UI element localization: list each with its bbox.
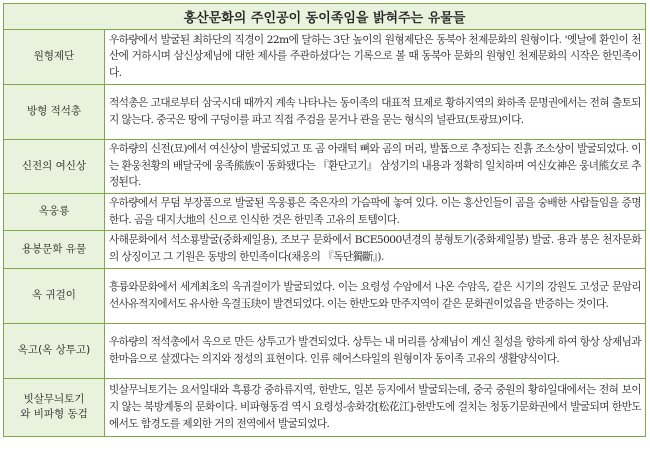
row-description: 우하량에서 무덤 부장품으로 발굴된 옥웅룡은 죽은자의 가슴팍에 놓여 있다. 이는 홍산인들이 곰을 숭배한 사람들임을 증명한다. 곰을 대지大地의 신으로 인식한 것은 한민족 고유의 토템이다. [105,193,646,230]
table-row [4,323,645,378]
row-description: 우하량의 신전(묘)에서 여신상이 발굴되었고 또 곰 아래턱 뼈와 곰의 머리, 발톱으로 추정되는 진흙 조소상이 발굴되었다. 이는 환웅천황의 배달국에 웅족熊族이 동화됐다는 『환단고기』 삼성기의 내용과 정확히 일치하며 여신女神은 웅녀熊女로 추정된다. [105,139,646,193]
row-label: 원형제단 [4,30,105,84]
artifact-table [4,30,645,436]
table-row [4,84,645,139]
row-description: 사해문화에서 석소룡발굴(중화제일용), 조보구 문화에서 BCE5000년경의 봉형토기(중화제일봉) 발굴. 용과 봉은 천자문화의 상징이고 그 기원은 동방의 한민족이다(채옹의 『독단獨斷』). [105,230,646,268]
table-row [4,139,645,193]
table-row [4,230,645,268]
row-label: 옥고(옥 상투고) [4,323,105,378]
table-row [4,193,645,230]
row-label: 옥 귀걸이 [4,268,105,323]
row-description: 빗살무늬토기는 요서일대와 흑룡강 중하류지역, 한반도, 일본 등지에서 발굴되는데, 중국 중원의 황하일대에서는 전혀 보이지 않는 북방계통의 문화이다. 비파형동검 역시 요령성-송화강[松花江]-한반도에 걸치는 청동기문화권에서 발굴되며 한반도에서도 함경도를 제외한 거의 전역에서 발굴되었다. [105,378,646,436]
table-title: 홍산문화의 주인공이 동이족임을 밝혀주는 유물들 [4,4,645,30]
row-description: 흥륭와문화에서 세계최초의 옥귀걸이가 발굴되었다. 이는 요령성 수암에서 나온 수암옥, 같은 시기의 강원도 고성군 문암리 선사유적지에서도 유사한 옥결玉玦이 발견되었다. 이는 한반도와 만주지역이 같은 문화권이었음을 반증하는 것이다. [105,268,646,323]
row-description: 적석총은 고대로부터 삼국시대 때까지 계속 나타나는 동이족의 대표적 묘제로 황하지역의 화하족 문명권에서는 전혀 출토되지 않는다. 중국은 땅에 구덩이를 파고 직접 주검을 묻거나 관을 묻는 형식의 널관묘(토광묘)이다. [105,84,646,139]
row-description: 우하량에서 발굴된 최하단의 직경이 22m에 달하는 3단 높이의 원형제단은 동북아 천제문화의 원형이다. '옛날에 환인이 천산에 거하시며 삼신상제님에 대한 제사를 주관하셨다'는 기록으로 볼 때 동북아 문화의 원형인 천제문화의 시작은 한민족이다. [109,33,641,80]
row-label: 신전의 여신상 [4,139,105,193]
row-label: 방형 적석총 [4,84,105,139]
table-row [4,378,645,436]
table-row [4,268,645,323]
row-description: 우하량의 적석총에서 옥으로 만든 상투고가 발견되었다. 상투는 내 머리를 상제님이 계신 칠성을 향하게 하여 항상 상제님과 한마음으로 살겠다는 의지와 정성의 표현이다. 인류 헤어스타일의 원형이자 동이족 고유의 생활양식이다. [105,323,646,378]
row-label: 빗살무늬토기 와 비파형 동검 [4,378,105,436]
artifact-table-frame [3,3,646,437]
table-row [4,30,645,84]
row-label: 용봉문화 유물 [4,230,105,268]
row-label: 옥웅룡 [4,193,105,230]
